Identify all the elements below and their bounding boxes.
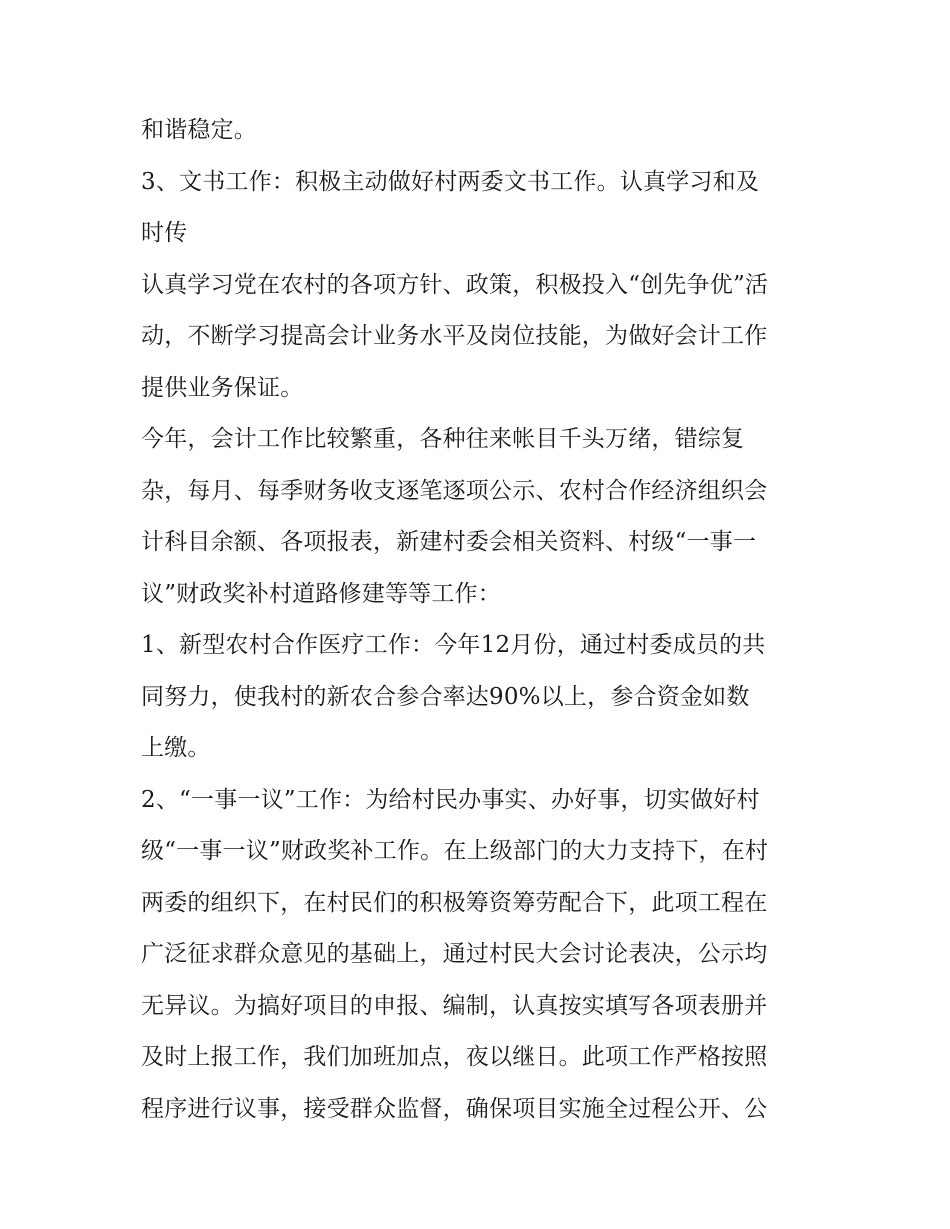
text-line: 上缴。 [141, 735, 211, 761]
text-line: 时传 [141, 220, 188, 246]
text-line: 1、新型农村合作医疗工作：今年12月份，通过村委成员的共 [141, 632, 766, 658]
text-line: 广泛征求群众意见的基础上，通过村民大会讨论表决，公示均 [141, 941, 768, 967]
text-line: 和谐稳定。 [141, 117, 257, 143]
text-line: 及时上报工作，我们加班加点，夜以继日。此项工作严格按照 [141, 1044, 768, 1070]
text-line: 级“一事一议”财政奖补工作。在上级部门的大力支持下，在村 [141, 838, 769, 864]
text-line: 同努力，使我村的新农合参合率达90%以上，参合资金如数 [141, 683, 750, 710]
text-line: 两委的组织下，在村民们的积极筹资筹劳配合下，此项工程在 [141, 889, 768, 916]
text-line: 议”财政奖补村道路修建等等工作： [141, 580, 501, 607]
text-line: 无异议。为搞好项目的申报、编制，认真按实填写各项表册并 [141, 992, 768, 1019]
text-line: 今年，会计工作比较繁重，各种往来帐目千头万绪，错综复 [141, 426, 745, 452]
document-body [141, 110, 821, 1140]
text-line: 程序进行议事，接受群众监督，确保项目实施全过程公开、公 [141, 1095, 768, 1122]
text-line: 提供业务保证。 [141, 374, 304, 401]
text-line: 2、“一事一议”工作：为给村民办事实、办好事，切实做好村 [141, 786, 760, 813]
text-line: 计科目余额、各项报表，新建村委会相关资料、村级“一事一 [141, 529, 757, 555]
text-line: 认真学习党在农村的各项方针、政策，积极投入“创先争优”活 [141, 271, 769, 298]
text-line: 杂，每月、每季财务收支逐笔逐项公示、农村合作经济组织会 [141, 477, 768, 504]
text-line: 动，不断学习提高会计业务水平及岗位技能，为做好会计工作 [141, 323, 768, 349]
text-line: 3、文书工作：积极主动做好村两委文书工作。认真学习和及 [141, 168, 760, 195]
